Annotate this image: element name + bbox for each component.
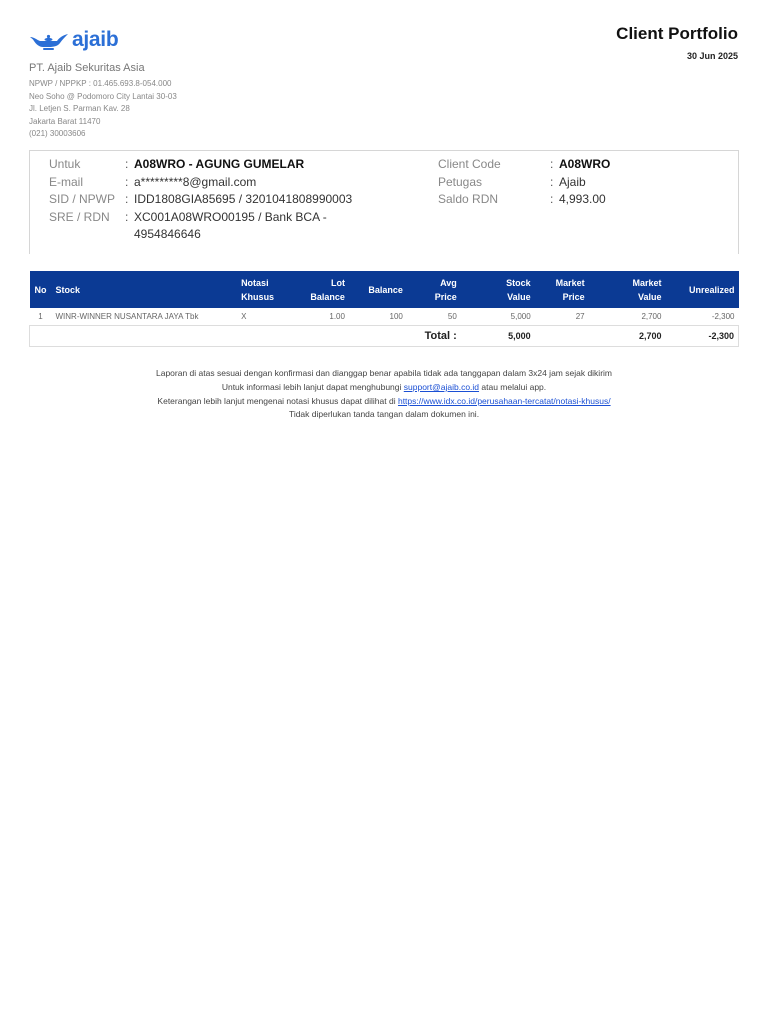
total-row	[30, 325, 739, 346]
footer-line-2	[0, 381, 768, 395]
footer-line-3-pre: Keterangan lebih lanjut mengenai notasi khusus dapat dilihat di	[157, 395, 396, 406]
table-row	[30, 308, 739, 325]
cell-notasi: X	[237, 308, 293, 325]
col-lot-balance: Lot Balance	[293, 271, 349, 308]
cell-stock-value: 5,000	[461, 308, 535, 325]
info-row-sre	[49, 209, 429, 244]
support-email-link[interactable]: support@ajaib.co.id	[403, 381, 480, 392]
col-market-value: Market Value	[589, 271, 666, 308]
cell-stock: WINR-WINNER NUSANTARA JAYA Tbk	[51, 308, 237, 325]
client-code-value: A08WRO	[559, 157, 611, 171]
total-stock-value: 5,000	[461, 325, 535, 346]
info-row-untuk	[49, 156, 429, 174]
footer-line-4: Tidak diperlukan tanda tangan dalam dokumen ini.	[288, 409, 480, 420]
footer-line-3	[0, 395, 768, 409]
cell-market-price: 27	[535, 308, 589, 325]
table-header-row	[30, 271, 739, 308]
company-name: PT. Ajaib Sekuritas Asia	[29, 62, 145, 74]
info-row-saldo	[438, 191, 728, 209]
sid-label: SID / NPWP	[49, 192, 116, 206]
info-row-code	[438, 156, 728, 174]
col-market-price: Market Price	[535, 271, 589, 308]
cell-no: 1	[30, 308, 52, 325]
cell-avg-price: 50	[407, 308, 461, 325]
info-row-sid	[49, 191, 429, 209]
separator: :	[550, 157, 554, 171]
logo-text: ajaib	[72, 28, 119, 51]
portfolio-table	[29, 271, 739, 347]
sid-value: IDD1808GIA85695 / 3201041808990003	[134, 192, 353, 206]
company-info	[29, 62, 177, 141]
col-notasi-khusus: Notasi Khusus	[237, 271, 293, 308]
company-address-1: Neo Soho @ Podomoro City Lantai 30-03	[29, 91, 177, 101]
company-phone: (021) 30003606	[29, 129, 86, 138]
col-avg-price: Avg Price	[407, 271, 461, 308]
page-title: Client Portfolio	[616, 24, 738, 43]
email-value: a*********8@gmail.com	[134, 174, 257, 189]
client-info-left	[49, 156, 429, 244]
info-row-email	[49, 174, 429, 192]
ajaib-logo	[29, 28, 118, 52]
separator: :	[125, 174, 129, 189]
company-npwp: NPWP / NPPKP : 01.465.693.8-054.000	[29, 79, 172, 88]
saldo-label: Saldo RDN	[438, 192, 499, 206]
footer-notes	[0, 367, 768, 422]
separator: :	[125, 209, 129, 224]
footer-line-2-pre: Untuk informasi lebih lanjut dapat menghubungi	[221, 381, 402, 392]
client-info-box	[29, 150, 739, 254]
total-unrealized: -2,300	[665, 325, 738, 346]
sre-label: SRE / RDN	[49, 209, 110, 224]
col-stock-value: Stock Value	[461, 271, 535, 308]
col-balance: Balance	[349, 271, 407, 308]
col-unrealized: Unrealized	[665, 271, 738, 308]
sre-value	[134, 209, 327, 244]
client-info-right	[438, 156, 728, 209]
total-label: Total :	[30, 325, 461, 346]
cell-unrealized: -2,300	[665, 308, 738, 325]
petugas-label: Petugas	[438, 174, 483, 189]
separator: :	[125, 157, 129, 171]
footer-line-1: Laporan di atas sesuai dengan konfirmasi dan dianggap benar apabila tidak ada tanggapan dalam 3x24 jam sejak dikirim	[156, 368, 612, 378]
info-row-petugas	[438, 174, 728, 192]
cell-lot-balance: 1.00	[293, 308, 349, 325]
cell-balance: 100	[349, 308, 407, 325]
genie-lamp-icon	[29, 29, 69, 51]
col-stock: Stock	[51, 271, 237, 308]
company-address-3: Jakarta Barat 11470	[29, 116, 101, 126]
separator: :	[550, 192, 554, 206]
col-no: No	[30, 271, 52, 308]
untuk-value: A08WRO - AGUNG GUMELAR	[134, 157, 305, 171]
company-address-2: Jl. Letjen S. Parman Kav. 28	[29, 104, 130, 113]
idx-notasi-link[interactable]: https://www.idx.co.id/perusahaan-tercatat/notasi-khusus/	[397, 395, 611, 406]
footer-line-2-post: atau melalui app.	[481, 381, 547, 392]
total-empty-cell	[535, 325, 589, 346]
saldo-value: 4,993.00	[559, 192, 606, 206]
cell-market-value: 2,700	[589, 308, 666, 325]
separator: :	[550, 174, 554, 189]
sre-value-line-1: XC001A08WRO00195 / Bank BCA -	[134, 209, 327, 224]
report-date: 30 Jun 2025	[686, 51, 738, 61]
email-label: E-mail	[49, 174, 84, 189]
petugas-value: Ajaib	[559, 174, 586, 189]
untuk-label: Untuk	[49, 157, 81, 171]
sre-value-line-2: 4954846646	[134, 227, 201, 241]
client-code-label: Client Code	[438, 157, 501, 171]
separator: :	[125, 192, 129, 206]
total-market-value: 2,700	[589, 325, 666, 346]
